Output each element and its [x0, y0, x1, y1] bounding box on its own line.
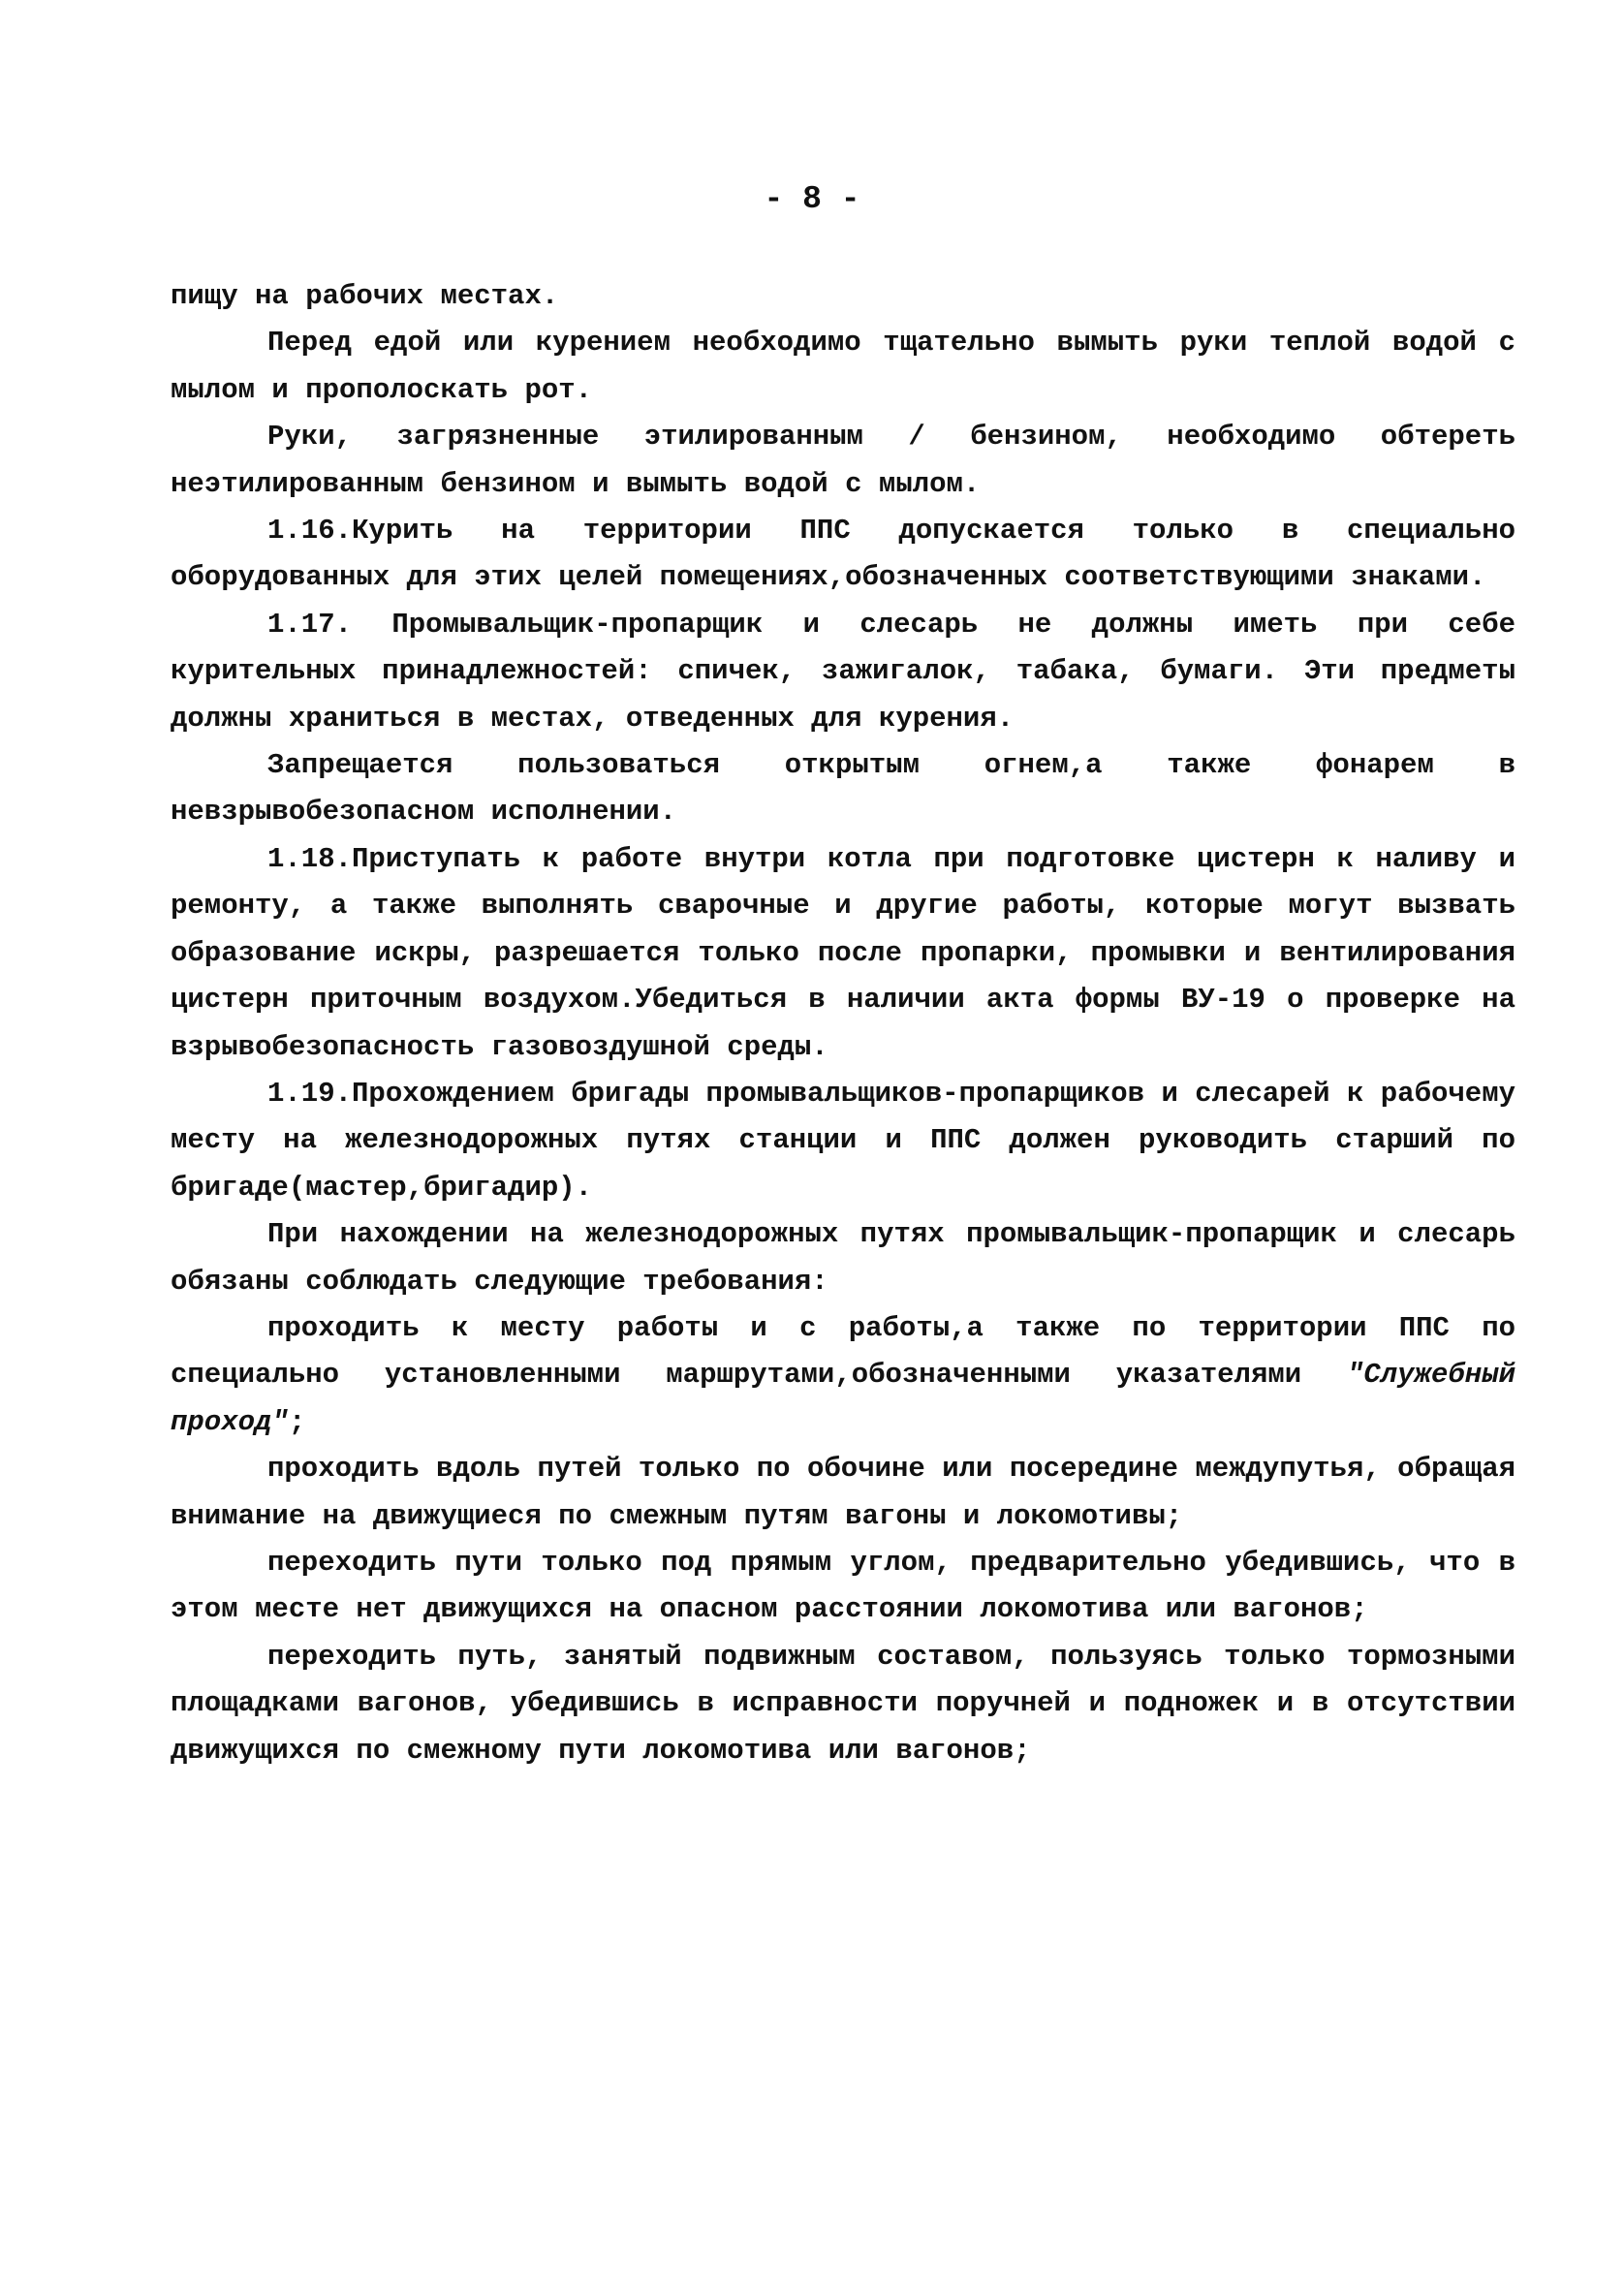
- paragraph-walk-routes: [171, 1305, 1515, 1446]
- paragraph-cross-occupied-track: переходить путь, занятый подвижным составом, пользуясь только тормозными площадками вагонов, убедившись в исправности поручней и подножек и в отсутствии движущихся по смежному пути локомотива или вагонов;: [171, 1640, 1515, 1767]
- paragraph-1-18-boiler-work: 1.18.Приступать к работе внутри котла при подготовке цистерн к наливу и ремонту, а также выполнять сварочные и другие работы, которые могут вызвать образование искры, разрешается только после пропарки, промывки и вентилирования цистерн приточным воздухом.Убедиться в наличии акта формы ВУ-19 о проверке на взрывобезопасность газовоздушной среды.: [171, 842, 1515, 1063]
- page-number: - 8 -: [764, 181, 860, 217]
- paragraph-walk-along-tracks: проходить вдоль путей только по обочине или посередине междупутья, обращая внимание на движущиеся по смежным путям вагоны и локомотивы;: [171, 1453, 1515, 1532]
- document-body: [171, 273, 1515, 1774]
- paragraph-1-17-smoking-items: 1.17. Промывальщик-пропарщик и слесарь не должны иметь при себе курительных принадлежностей: спичек, зажигалок, табака, бумаги. Эти предметы должны храниться в местах, отведенных для курения.: [171, 608, 1515, 735]
- service-passage-sign: "Служебный проход": [171, 1359, 1515, 1438]
- paragraph-cross-tracks: переходить пути только под прямым углом, предварительно убедившись, что в этом месте нет движущихся на опасном расстоянии локомотива или вагонов;: [171, 1546, 1515, 1626]
- paragraph-contaminated-hands: Руки, загрязненные этилированным / бензином, необходимо обтереть неэтилированным бензином и вымыть водой с мылом.: [171, 421, 1515, 500]
- paragraph-1-16-smoking: 1.16.Курить на территории ППС допускается только в специально оборудованных для этих целей помещениях,обозначенных соответствующими знаками.: [171, 515, 1515, 594]
- walk-routes-end: ;: [288, 1405, 306, 1438]
- paragraph-1-19-brigade-route: 1.19.Прохождением бригады промывальщиков-пропарщиков и слесарей к рабочему месту на железнодорожных путях станции и ППС должен руководить старший по бригаде(мастер,бригадир).: [171, 1077, 1515, 1204]
- paragraph-track-requirements: При нахождении на железнодорожных путях промывальщик-пропарщик и слесарь обязаны соблюдать следующие требования:: [171, 1218, 1515, 1298]
- paragraph-continuation: пищу на рабочих местах.: [171, 280, 559, 312]
- paragraph-open-fire-ban: Запрещается пользоваться открытым огнем,а также фонарем в невзрывобезопасном исполнении.: [171, 749, 1515, 829]
- paragraph-hygiene-before-eating: Перед едой или курением необходимо тщательно вымыть руки теплой водой с мылом и прополоскать рот.: [171, 327, 1515, 406]
- walk-routes-text: проходить к месту работы и с работы,а также по территории ППС по специально установленными маршрутами,обозначенными указателями: [171, 1311, 1515, 1392]
